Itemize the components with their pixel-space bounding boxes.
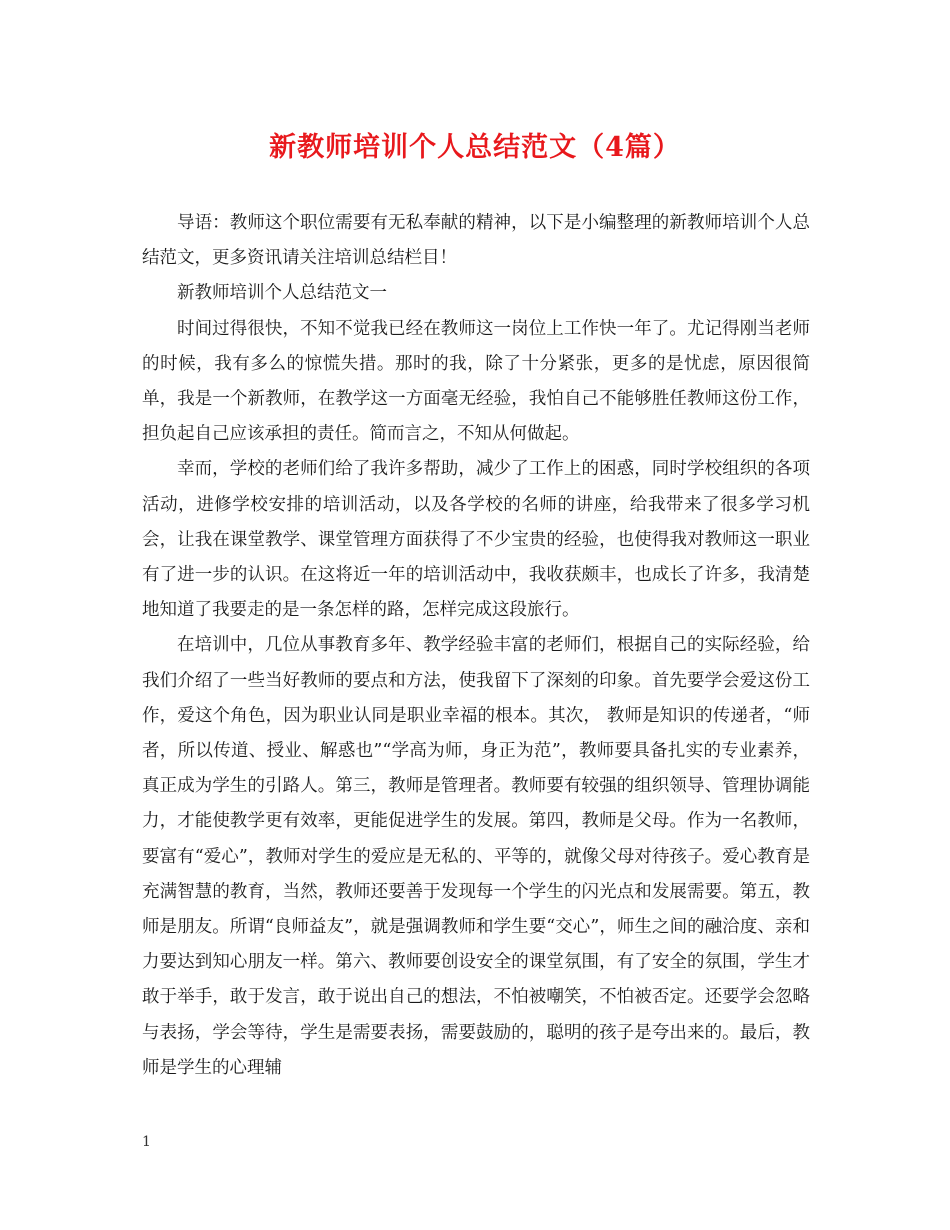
body-paragraph: 时间过得很快，不知不觉我已经在教师这一岗位上工作快一年了。尤记得刚当老师的时候，我有多么的惊慌失措。那时的我，除了十分紧张，更多的是忧虑，原因很简单，我是一个新教师，在教学这一方面毫无经验，我怕自己不能够胜任教师这份工作，担负起自己应该承担的责任。简而言之，不知从何做起。 — [142, 318, 810, 445]
body-paragraph: 幸而，学校的老师们给了我许多帮助，减少了工作上的困惑，同时学校组织的各项活动，进修学校安排的培训活动，以及各学校的名师的讲座，给我带来了很多学习机会，让我在课堂教学、课堂管理方面获得了不少宝贵的经验，也使得我对教师这一职业有了进一步的认识。在这将近一年的培训活动中，我收获颇丰，也成长了许多，我清楚地知道了我要走的是一条怎样的路，怎样完成这段旅行。 — [142, 459, 810, 621]
document-body — [142, 206, 810, 1086]
section-heading: 新教师培训个人总结范文一 — [177, 283, 387, 304]
body-paragraph: 在培训中，几位从事教育多年、教学经验丰富的老师们，根据自己的实际经验，给我们介绍了一些当好教师的要点和方法，使我留下了深刻的印象。首先要学会爱这份工作，爱这个角色，因为职业认同是职业幸福的根本。其次， 教师是知识的传递者，“师者，所以传道、授业、解惑也”“学高为师，身正为范”，教师要具备扎实的专业素养，真正成为学生的引路人。第三，教师是管理者。教师要有较强的组织领导、管理协调能力，才能使教学更有效率，更能促进学生的发展。第四，教师是父母。作为一名教师，要富有“爱心”，教师对学生的爱应是无私的、平等的，就像父母对待孩子。爱心教育是充满智慧的教育，当然，教师还要善于发现每一个学生的闪光点和发展需要。第五，教师是朋友。所谓“良师益友”，就是强调教师和学生要“交心”，师生之间的融洽度、亲和力要达到知心朋友一样。第六、教师要创设安全的课堂氛围，有了安全的氛围，学生才敢于举手，敢于发言，敢于说出自己的想法，不怕被嘲笑，不怕被否定。还要学会忽略与表扬，学会等待，学生是需要表扬，需要鼓励的，聪明的孩子是夸出来的。最后，教师是学生的心理辅 — [142, 635, 810, 1078]
document-title: 新教师培训个人总结范文（4篇） — [269, 132, 681, 163]
intro-paragraph: 导语：教师这个职位需要有无私奉献的精神，以下是小编整理的新教师培训个人总结范文，更多资讯请关注培训总结栏目！ — [142, 213, 810, 269]
page-number: 1 — [142, 1134, 151, 1150]
